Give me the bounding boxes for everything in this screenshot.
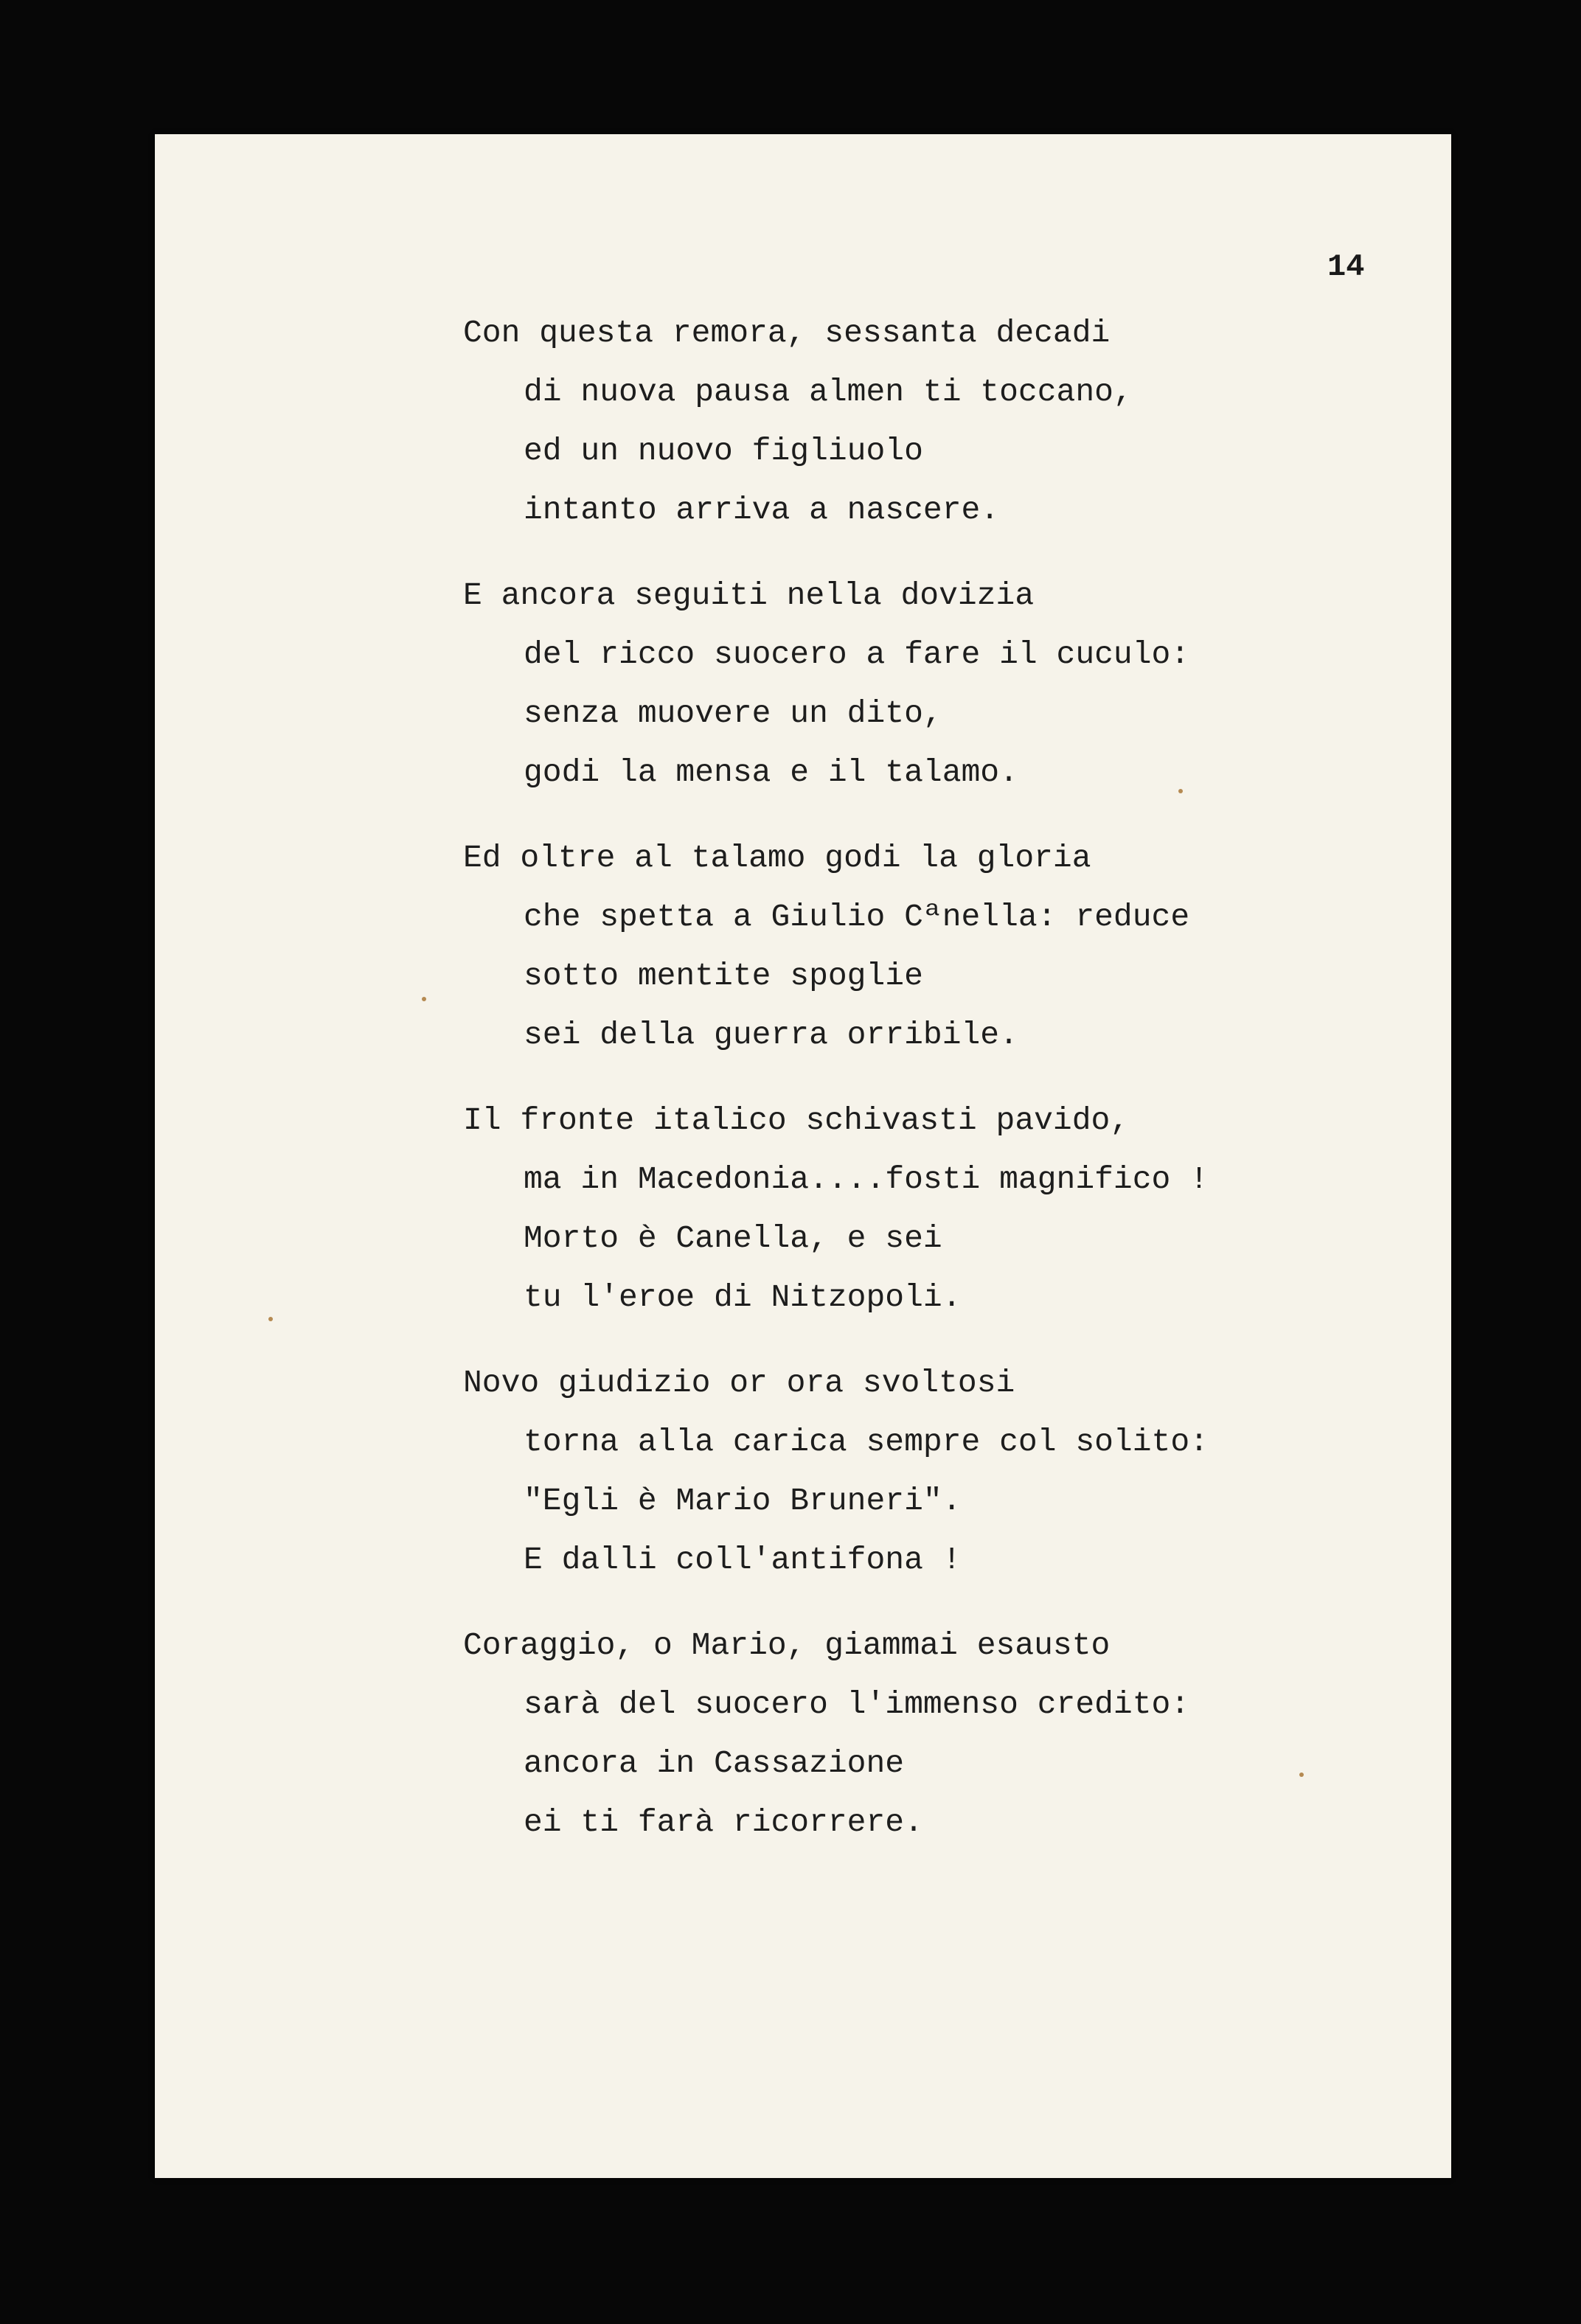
stanza-1 — [463, 304, 1333, 540]
paper-speck — [1178, 789, 1183, 793]
poem-line: Coraggio, o Mario, giammai esausto — [463, 1627, 1111, 1663]
paper-speck — [268, 1317, 273, 1321]
stanza-2 — [463, 566, 1333, 802]
poem-line: E dalli coll'antifona ! — [524, 1542, 962, 1578]
stanza-6 — [463, 1616, 1333, 1852]
poem-line: Novo giudizio or ora svoltosi — [463, 1365, 1015, 1401]
poem-line: sotto mentite spoglie — [524, 958, 923, 994]
poem-line: Con questa remora, sessanta decadi — [463, 315, 1111, 351]
paper-speck — [422, 997, 426, 1001]
poem-line: che spetta a Giulio Cªnella: reduce — [524, 899, 1190, 935]
poem-line: ancora in Cassazione — [524, 1745, 905, 1781]
poem-line: "Egli è Mario Bruneri". — [524, 1483, 962, 1519]
poem-line: ed un nuovo figliuolo — [524, 433, 923, 469]
poem-line: sarà del suocero l'immenso credito: — [524, 1686, 1190, 1722]
poem-line: senza muovere un dito, — [524, 695, 942, 731]
poem-line: intanto arriva a nascere. — [524, 492, 1000, 528]
poem-line: di nuova pausa almen ti toccano, — [524, 374, 1133, 410]
poem-line: Morto è Canella, e sei — [524, 1220, 942, 1256]
stanza-5 — [463, 1354, 1333, 1590]
poem-line: del ricco suocero a fare il cuculo: — [524, 636, 1190, 672]
poem-line: ma in Macedonia....fosti magnifico ! — [524, 1161, 1209, 1197]
poem-line: sei della guerra orribile. — [524, 1017, 1018, 1053]
page-number: 14 — [1327, 249, 1365, 285]
poem-line: godi la mensa e il talamo. — [524, 754, 1018, 790]
paper-speck — [1299, 1772, 1304, 1777]
poem-line: tu l'eroe di Nitzopoli. — [524, 1279, 962, 1315]
poem-line: torna alla carica sempre col solito: — [524, 1424, 1209, 1460]
poem-line: E ancora seguiti nella dovizia — [463, 577, 1035, 613]
poem-line: Il fronte italico schivasti pavido, — [463, 1102, 1130, 1138]
stanza-3 — [463, 829, 1333, 1065]
poem-line: ei ti farà ricorrere. — [524, 1804, 923, 1840]
poem-line: Ed oltre al talamo godi la gloria — [463, 840, 1091, 876]
poem — [463, 304, 1333, 1879]
stanza-4 — [463, 1091, 1333, 1327]
